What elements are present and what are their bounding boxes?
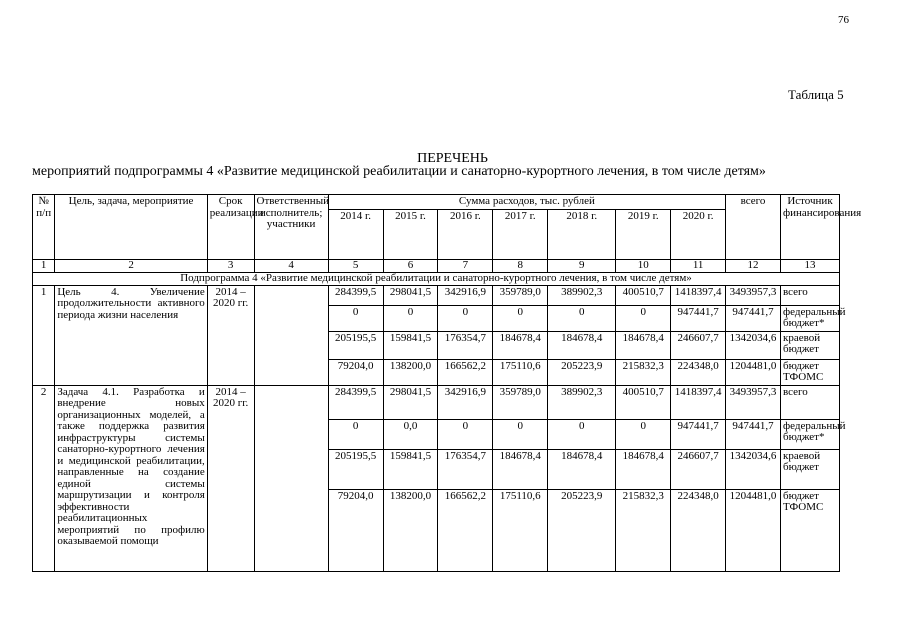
row-executor	[254, 385, 328, 571]
amount-cell: 284399,5	[328, 285, 383, 305]
amount-cell: 159841,5	[383, 331, 438, 359]
amount-cell: 166562,2	[438, 359, 493, 385]
row-executor	[254, 285, 328, 385]
amount-cell: 138200,0	[383, 359, 438, 385]
column-index: 4	[254, 259, 328, 272]
amount-cell: 0	[548, 305, 616, 331]
header-sum: Сумма расходов, тыс. рублей	[328, 195, 725, 210]
amount-cell: 400510,7	[616, 385, 671, 419]
table-row	[33, 285, 840, 305]
column-index: 7	[438, 259, 493, 272]
amount-cell: 184678,4	[616, 449, 671, 489]
column-index: 13	[780, 259, 839, 272]
amount-cell: 0	[548, 419, 616, 449]
amount-cell: 1418397,4	[671, 385, 726, 419]
funding-source: федеральный бюджет*	[780, 305, 839, 331]
header-year: 2019 г.	[616, 209, 671, 259]
document-subtitle: мероприятий подпрограммы 4 «Развитие медицинской реабилитации и санаторно-курортного лечения, в том числе детям»	[32, 164, 766, 179]
amount-cell: 342916,9	[438, 285, 493, 305]
row-number: 2	[33, 385, 55, 571]
header-year: 2016 г.	[438, 209, 493, 259]
amount-cell: 205195,5	[328, 449, 383, 489]
amount-cell: 389902,3	[548, 385, 616, 419]
column-index: 3	[207, 259, 254, 272]
amount-cell: 1204481,0	[726, 359, 781, 385]
amount-cell: 215832,3	[616, 359, 671, 385]
amount-cell: 3493957,3	[726, 285, 781, 305]
amount-cell: 0	[438, 419, 493, 449]
amount-cell: 175110,6	[493, 489, 548, 571]
subprogram-title: Подпрограмма 4 «Развитие медицинской реабилитации и санаторно-курортного лечения, в том числе детям»	[33, 272, 840, 285]
funding-source: всего	[780, 285, 839, 305]
amount-cell: 175110,6	[493, 359, 548, 385]
amount-cell: 0	[493, 419, 548, 449]
column-index: 9	[548, 259, 616, 272]
row-term: 2014 – 2020 гг.	[207, 385, 254, 571]
header-executor: Ответственный исполнитель; участники	[254, 195, 328, 260]
amount-cell: 176354,7	[438, 331, 493, 359]
amount-cell: 0,0	[383, 419, 438, 449]
column-index: 6	[383, 259, 438, 272]
amount-cell: 184678,4	[548, 449, 616, 489]
column-index: 10	[616, 259, 671, 272]
amount-cell: 1204481,0	[726, 489, 781, 571]
amount-cell: 947441,7	[726, 419, 781, 449]
document-title: ПЕРЕЧЕНЬ	[417, 151, 488, 166]
amount-cell: 205223,9	[548, 359, 616, 385]
table-label: Таблица 5	[788, 87, 844, 102]
amount-cell: 400510,7	[616, 285, 671, 305]
header-total: всего	[726, 195, 781, 260]
amount-cell: 205195,5	[328, 331, 383, 359]
funding-source: бюджет ТФОМС	[780, 489, 839, 571]
amount-cell: 176354,7	[438, 449, 493, 489]
amount-cell: 0	[493, 305, 548, 331]
row-text: Цель 4. Увеличение продолжительности активного периода жизни населения	[55, 285, 207, 385]
amount-cell: 0	[383, 305, 438, 331]
header-goal: Цель, задача, мероприятие	[55, 195, 207, 260]
column-index: 5	[328, 259, 383, 272]
amount-cell: 298041,5	[383, 285, 438, 305]
amount-cell: 1342034,6	[726, 449, 781, 489]
amount-cell: 0	[328, 419, 383, 449]
amount-cell: 166562,2	[438, 489, 493, 571]
header-source: Источник финансирования	[780, 195, 839, 260]
header-num: № п/п	[33, 195, 55, 260]
amount-cell: 1342034,6	[726, 331, 781, 359]
funding-source: краевой бюджет	[780, 449, 839, 489]
amount-cell: 184678,4	[548, 331, 616, 359]
amount-cell: 359789,0	[493, 385, 548, 419]
amount-cell: 342916,9	[438, 385, 493, 419]
subprogram-row	[33, 272, 840, 285]
amount-cell: 947441,7	[671, 305, 726, 331]
column-index: 2	[55, 259, 207, 272]
header-year: 2017 г.	[493, 209, 548, 259]
header-year: 2018 г.	[548, 209, 616, 259]
amount-cell: 215832,3	[616, 489, 671, 571]
amount-cell: 224348,0	[671, 359, 726, 385]
amount-cell: 184678,4	[493, 331, 548, 359]
row-number: 1	[33, 285, 55, 385]
amount-cell: 205223,9	[548, 489, 616, 571]
amount-cell: 0	[438, 305, 493, 331]
column-index: 11	[671, 259, 726, 272]
row-text: Задача 4.1. Разработка и внедрение новых организационных моделей, а также поддержка развития инфраструктуры системы санаторно-курортного лечения и медицинской реабилитации, направленные на создание единой системы маршрутизации и контроля эффективности реабилитационных мероприятий по профилю оказываемой помощи	[55, 385, 207, 571]
table-row	[33, 385, 840, 419]
column-index: 8	[493, 259, 548, 272]
amount-cell: 0	[616, 419, 671, 449]
amount-cell: 246607,7	[671, 331, 726, 359]
header-term: Срок реализации	[207, 195, 254, 260]
column-index: 1	[33, 259, 55, 272]
amount-cell: 284399,5	[328, 385, 383, 419]
header-year: 2014 г.	[328, 209, 383, 259]
amount-cell: 359789,0	[493, 285, 548, 305]
row-term: 2014 – 2020 гг.	[207, 285, 254, 385]
column-index: 12	[726, 259, 781, 272]
amount-cell: 0	[616, 305, 671, 331]
amount-cell: 1418397,4	[671, 285, 726, 305]
column-index-row	[33, 259, 840, 272]
page-number: 76	[838, 14, 849, 26]
amount-cell: 224348,0	[671, 489, 726, 571]
amount-cell: 3493957,3	[726, 385, 781, 419]
amount-cell: 184678,4	[616, 331, 671, 359]
funding-source: всего	[780, 385, 839, 419]
amount-cell: 298041,5	[383, 385, 438, 419]
amount-cell: 246607,7	[671, 449, 726, 489]
funding-source: краевой бюджет	[780, 331, 839, 359]
measures-table	[32, 194, 862, 572]
amount-cell: 389902,3	[548, 285, 616, 305]
amount-cell: 0	[328, 305, 383, 331]
amount-cell: 79204,0	[328, 359, 383, 385]
amount-cell: 184678,4	[493, 449, 548, 489]
amount-cell: 947441,7	[671, 419, 726, 449]
amount-cell: 138200,0	[383, 489, 438, 571]
header-year: 2015 г.	[383, 209, 438, 259]
amount-cell: 79204,0	[328, 489, 383, 571]
funding-source: федеральный бюджет*	[780, 419, 839, 449]
funding-source: бюджет ТФОМС	[780, 359, 839, 385]
header-year: 2020 г.	[671, 209, 726, 259]
amount-cell: 947441,7	[726, 305, 781, 331]
amount-cell: 159841,5	[383, 449, 438, 489]
